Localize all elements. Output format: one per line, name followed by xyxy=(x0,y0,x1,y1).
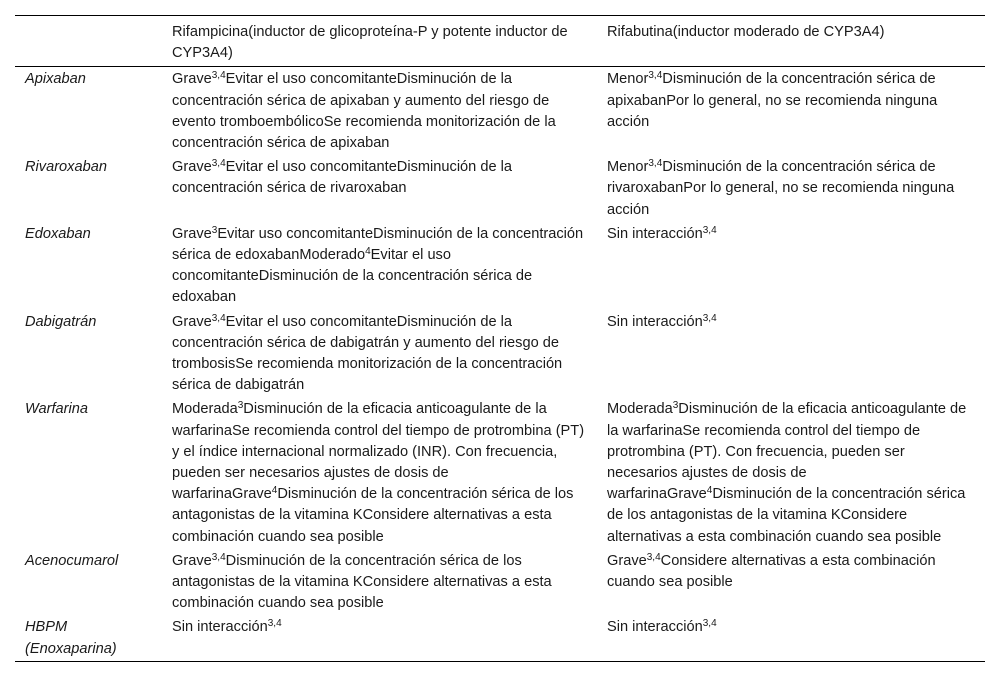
rifabutina-cell xyxy=(597,397,985,548)
description: Disminución de la concentración sérica de los antagonistas de la vitamina KConsidere alternativas a esta combinación cuando sea posible xyxy=(172,552,552,612)
table-row xyxy=(15,310,985,398)
rifampicina-cell xyxy=(162,310,597,398)
drug-name: Warfarina xyxy=(25,401,88,418)
rifampicina-cell xyxy=(162,397,597,548)
description: Disminución de la eficacia anticoagulante de la warfarinaSe recomienda control del tiempo de protrombina (PT) y el índice internacional normalizado (INR). Con frecuencia, pueden ser necesarios ajustes de dosis de warfarinaGrave xyxy=(172,401,585,503)
severity: Sin interacción xyxy=(607,619,703,636)
reference: 3,4 xyxy=(648,70,663,82)
reference: 3 xyxy=(237,400,244,412)
rifabutina-cell xyxy=(597,549,985,616)
severity: Sin interacción xyxy=(607,225,703,242)
reference: 3,4 xyxy=(211,70,226,82)
description: Disminución de la eficacia anticoagulante de la warfarinaSe recomienda control del tiempo de protrombina (PT). Con frecuencia, pueden ser necesarios ajustes de dosis de warfarinaGrave xyxy=(607,401,967,503)
reference: 3,4 xyxy=(646,551,661,563)
reference: 3,4 xyxy=(702,224,717,236)
severity: Grave xyxy=(172,552,212,569)
rifampicina-cell xyxy=(162,549,597,616)
description: Considere alternativas a esta combinación cuando sea posible xyxy=(607,552,936,591)
header-row xyxy=(15,16,985,67)
reference: 3,4 xyxy=(702,312,717,324)
table-row xyxy=(15,155,985,222)
severity: Moderada xyxy=(607,401,673,418)
rifampicina-cell xyxy=(162,222,597,310)
rifampicina-cell xyxy=(162,67,597,155)
table-row xyxy=(15,67,985,155)
header-rifampicina: Rifampicina(inductor de glicoproteína-P y potente inductor de CYP3A4) xyxy=(172,24,568,62)
table-row xyxy=(15,549,985,616)
table-row xyxy=(15,222,985,310)
header-empty-cell xyxy=(15,16,162,67)
severity: Sin interacción xyxy=(172,619,268,636)
rifabutina-cell xyxy=(597,222,985,310)
rifabutina-cell xyxy=(597,615,985,661)
description: Evitar uso concomitanteDisminución de la concentración sérica de edoxabanModerado xyxy=(172,225,584,264)
drug-name: Rivaroxaban xyxy=(25,159,107,176)
description: Disminución de la concentración sérica de los antagonistas de la vitamina KConsidere alternativas a esta combinación cuando sea posible xyxy=(172,486,574,545)
table-row xyxy=(15,397,985,548)
reference: 3,4 xyxy=(267,618,282,630)
reference: 3,4 xyxy=(702,618,717,630)
severity: Grave xyxy=(172,71,212,88)
reference: 4 xyxy=(706,485,713,497)
description: Disminución de la concentración sérica de rivaroxabanPor lo general, no se recomienda ninguna acción xyxy=(607,159,955,218)
severity: Menor xyxy=(607,159,649,176)
description: Evitar el uso concomitanteDisminución de la concentración sérica de edoxaban xyxy=(172,247,533,306)
reference: 3,4 xyxy=(211,312,226,324)
severity: Menor xyxy=(607,71,649,88)
interaction-table xyxy=(15,15,985,662)
reference: 3 xyxy=(672,400,679,412)
rifampicina-cell xyxy=(162,155,597,222)
severity: Sin interacción xyxy=(607,313,703,330)
rifampicina-cell xyxy=(162,615,597,661)
drug-name: Dabigatrán xyxy=(25,313,97,330)
description: Evitar el uso concomitanteDisminución de la concentración sérica de dabigatrán y aumento del riesgo de trombosisSe recomienda monitorización de la concentración sérica de dabigatrán xyxy=(172,313,563,394)
drug-name: HBPM (Enoxaparina) xyxy=(25,619,117,657)
reference: 3,4 xyxy=(211,551,226,563)
description: Disminución de la concentración sérica de apixabanPor lo general, no se recomienda ninguna acción xyxy=(607,71,938,130)
drug-name: Apixaban xyxy=(25,71,86,88)
header-rifabutina: Rifabutina(inductor moderado de CYP3A4) xyxy=(607,24,885,40)
table-row xyxy=(15,615,985,661)
reference: 3 xyxy=(211,224,218,236)
description: Evitar el uso concomitanteDisminución de la concentración sérica de rivaroxaban xyxy=(172,159,512,197)
drug-name: Acenocumarol xyxy=(25,552,119,569)
reference: 4 xyxy=(271,485,278,497)
rifabutina-cell xyxy=(597,155,985,222)
description: Evitar el uso concomitanteDisminución de la concentración sérica de apixaban y aumento del riesgo de evento tromboembólicoSe recomienda monitorización de la concentración sérica de apixaban xyxy=(172,71,556,152)
severity: Grave xyxy=(172,159,212,176)
drug-name: Edoxaban xyxy=(25,225,91,242)
rifabutina-cell xyxy=(597,67,985,155)
severity: Grave xyxy=(607,552,647,569)
rifabutina-cell xyxy=(597,310,985,398)
severity: Grave xyxy=(172,313,212,330)
severity: Grave xyxy=(172,225,212,242)
reference: 3,4 xyxy=(211,158,226,170)
reference: 3,4 xyxy=(648,158,663,170)
description: Disminución de la concentración sérica de los antagonistas de la vitamina KConsidere alternativas a esta combinación cuando sea posible xyxy=(607,486,966,545)
reference: 4 xyxy=(365,246,371,258)
severity: Moderada xyxy=(172,401,238,418)
